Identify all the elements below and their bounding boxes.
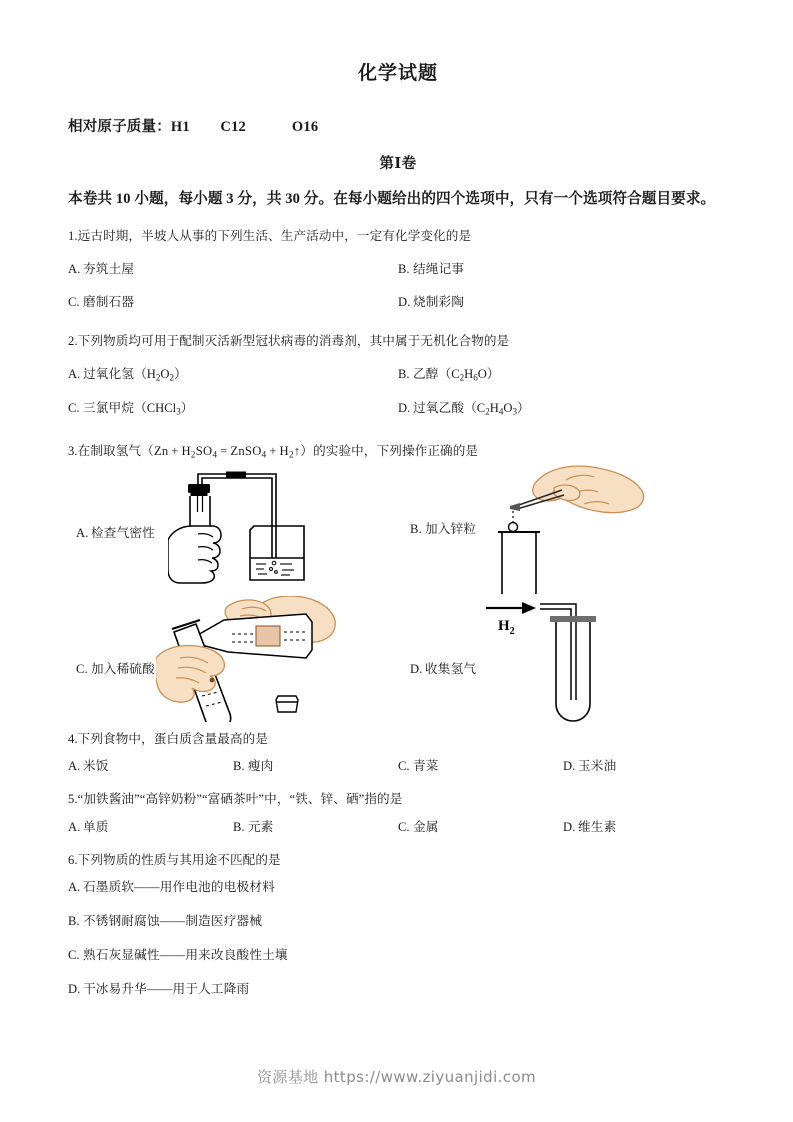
option-2c-letter: C. <box>68 401 80 416</box>
option-6d-letter: D. <box>68 981 81 996</box>
question-3-text-prefix: 在制取氢气（ <box>77 444 154 459</box>
option-4a-text: 米饭 <box>83 759 109 774</box>
option-5a-letter: A. <box>68 819 81 834</box>
hydrogen-gas-label: $H_2$ <box>498 617 515 637</box>
option-3b-text: 加入锌粒 <box>425 521 477 536</box>
relative-atomic-mass-line <box>68 115 728 136</box>
option-5b[interactable] <box>233 818 398 837</box>
question-2 <box>68 332 728 426</box>
question-6-options <box>68 870 728 1006</box>
page-content <box>68 0 728 1006</box>
option-4b-letter: B. <box>233 759 245 774</box>
option-4d-text: 玉米油 <box>578 759 617 774</box>
option-1a[interactable] <box>68 253 398 286</box>
option-4b[interactable] <box>233 757 398 776</box>
question-1 <box>68 227 728 318</box>
option-2d[interactable] <box>398 392 728 426</box>
question-2-stem <box>68 332 728 352</box>
gas-tightness-test-apparatus-icon <box>168 468 328 599</box>
question-5-number: 5. <box>68 792 78 807</box>
option-3d-text: 收集氢气 <box>425 661 477 676</box>
question-6-stem <box>68 851 728 871</box>
option-2d-letter: D. <box>398 401 411 416</box>
question-1-number: 1. <box>68 229 78 244</box>
option-1a-text: 夯筑土屋 <box>83 261 135 276</box>
question-3-figure-row-2 <box>68 596 728 724</box>
question-2-options <box>68 358 728 426</box>
option-2c[interactable] <box>68 392 398 426</box>
option-3a[interactable] <box>68 466 398 596</box>
question-2-number: 2. <box>68 334 78 349</box>
question-6-number: 6. <box>68 852 78 867</box>
atomic-mass-values: H1 C12 O16 <box>170 118 319 135</box>
question-4-stem <box>68 730 728 750</box>
question-1-stem <box>68 227 728 247</box>
option-6b-text: 不锈钢耐腐蚀——制造医疗器械 <box>83 914 263 929</box>
option-2b-name: 乙醇 <box>413 366 439 381</box>
option-3b-label <box>410 518 476 537</box>
option-3b[interactable] <box>398 466 728 596</box>
option-4b-text: 瘦肉 <box>248 759 274 774</box>
option-5c[interactable] <box>398 818 563 837</box>
option-4c-text: 青菜 <box>413 759 439 774</box>
option-6a-letter: A. <box>68 880 81 895</box>
option-1d[interactable] <box>398 286 728 319</box>
option-5a[interactable] <box>68 818 233 837</box>
option-1b-text: 结绳记事 <box>413 261 465 276</box>
option-2d-name: 过氧乙酸 <box>413 401 465 416</box>
pouring-dilute-sulfuric-acid-icon <box>156 596 341 727</box>
question-5 <box>68 790 728 836</box>
option-2c-formula: （CHCl$_3$） <box>134 401 194 417</box>
option-1b[interactable] <box>398 253 728 286</box>
option-5c-text: 金属 <box>413 819 439 834</box>
instructions-paragraph: 本卷共 10 小题，每小题 3 分，共 30 分。在每小题给出的四个选项中，只有一个选项符合题目要求。 <box>68 190 716 207</box>
option-6b[interactable] <box>68 904 728 938</box>
option-1a-letter: A. <box>68 261 81 276</box>
question-5-stem <box>68 790 728 810</box>
option-3b-letter: B. <box>410 521 422 536</box>
adding-zinc-granule-tweezers-icon <box>480 464 655 599</box>
option-4d-letter: D. <box>563 759 576 774</box>
option-6c-letter: C. <box>68 947 80 962</box>
question-3-figure-row-1 <box>68 466 728 596</box>
option-3d-label <box>410 658 476 677</box>
section-heading: 第Ⅰ卷 <box>379 155 417 172</box>
option-3d[interactable] <box>398 596 728 724</box>
option-1d-letter: D. <box>398 294 411 309</box>
question-6-text: 下列物质的性质与其用途不匹配的是 <box>77 852 281 867</box>
question-4 <box>68 730 728 776</box>
question-4-text: 下列食物中，蛋白质含量最高的是 <box>77 731 269 746</box>
option-6d[interactable] <box>68 972 728 1006</box>
question-5-text: “加铁酱油”“高锌奶粉”“富硒茶叶”中，“铁、锌、硒”指的是 <box>77 792 403 807</box>
option-5a-text: 单质 <box>83 819 109 834</box>
question-3-equation: $Zn + H_2SO_4$ = ZnSO$_4$ + $H_2↑$ <box>153 444 301 460</box>
option-5d-letter: D. <box>563 819 576 834</box>
option-1c[interactable] <box>68 286 398 319</box>
question-3-stem <box>68 442 728 462</box>
option-2b-letter: B. <box>398 366 410 381</box>
atomic-mass-label: 相对原子质量： <box>68 118 171 135</box>
option-4c-letter: C. <box>398 759 410 774</box>
option-3c-letter: C. <box>76 661 88 676</box>
option-3a-text: 检查气密性 <box>91 525 155 540</box>
question-2-text: 下列物质均可用于配制灭活新型冠状病毒的消毒剂，其中属于无机化合物的是 <box>77 334 510 349</box>
option-1b-letter: B. <box>398 261 410 276</box>
question-3 <box>68 442 728 724</box>
option-3c[interactable] <box>68 596 398 724</box>
option-4a[interactable] <box>68 757 233 776</box>
question-1-options <box>68 253 728 319</box>
question-6 <box>68 851 728 1006</box>
question-3-figure-options <box>68 466 728 724</box>
option-2a-letter: A. <box>68 366 81 381</box>
option-6a-text: 石墨质软——用作电池的电极材料 <box>83 880 275 895</box>
question-5-options <box>68 818 728 837</box>
option-2b[interactable] <box>398 358 728 392</box>
option-4d[interactable] <box>563 757 728 776</box>
option-3a-label <box>76 522 155 541</box>
option-5b-letter: B. <box>233 819 245 834</box>
question-3-number: 3. <box>68 444 78 459</box>
footer-watermark: 资源基地 https://www.ziyuanjidi.com <box>256 1068 537 1086</box>
question-4-options <box>68 757 728 776</box>
option-4c[interactable] <box>398 757 563 776</box>
option-2a[interactable] <box>68 358 398 392</box>
question-3-text-suffix: ）的实验中，下列操作正确的是 <box>300 444 479 459</box>
option-2a-formula: $(H_2O_2)$ <box>134 366 187 383</box>
option-5d[interactable] <box>563 818 728 837</box>
option-3c-text: 加入稀硫酸 <box>91 661 155 676</box>
option-3a-letter: A. <box>76 525 89 540</box>
option-1c-text: 磨制石器 <box>83 294 135 309</box>
option-1d-text: 烧制彩陶 <box>413 294 465 309</box>
option-2a-name: 过氧化氢 <box>83 366 135 381</box>
option-2c-name: 三氯甲烷 <box>83 401 135 416</box>
option-3c-label <box>76 658 155 677</box>
option-1c-letter: C. <box>68 294 80 309</box>
option-6b-letter: B. <box>68 914 80 929</box>
option-6a[interactable] <box>68 870 728 904</box>
option-3d-letter: D. <box>410 661 423 676</box>
page-title: 化学试题 <box>357 63 438 84</box>
collecting-hydrogen-gas-icon <box>480 592 650 729</box>
option-2b-formula: $(C_2H_6O)$ <box>438 366 500 383</box>
option-6d-text: 干冰易升华——用于人工降雨 <box>83 981 250 996</box>
option-6c-text: 熟石灰显碱性——用来改良酸性土壤 <box>83 947 288 962</box>
option-5c-letter: C. <box>398 819 410 834</box>
question-4-number: 4. <box>68 731 78 746</box>
option-4a-letter: A. <box>68 759 81 774</box>
option-5d-text: 维生素 <box>578 819 617 834</box>
option-2d-formula: $(C_2H_4O_3)$ <box>464 401 530 417</box>
option-5b-text: 元素 <box>248 819 274 834</box>
question-1-text: 远古时期，半坡人从事的下列生活、生产活动中，一定有化学变化的是 <box>77 229 472 244</box>
option-6c[interactable] <box>68 938 728 972</box>
